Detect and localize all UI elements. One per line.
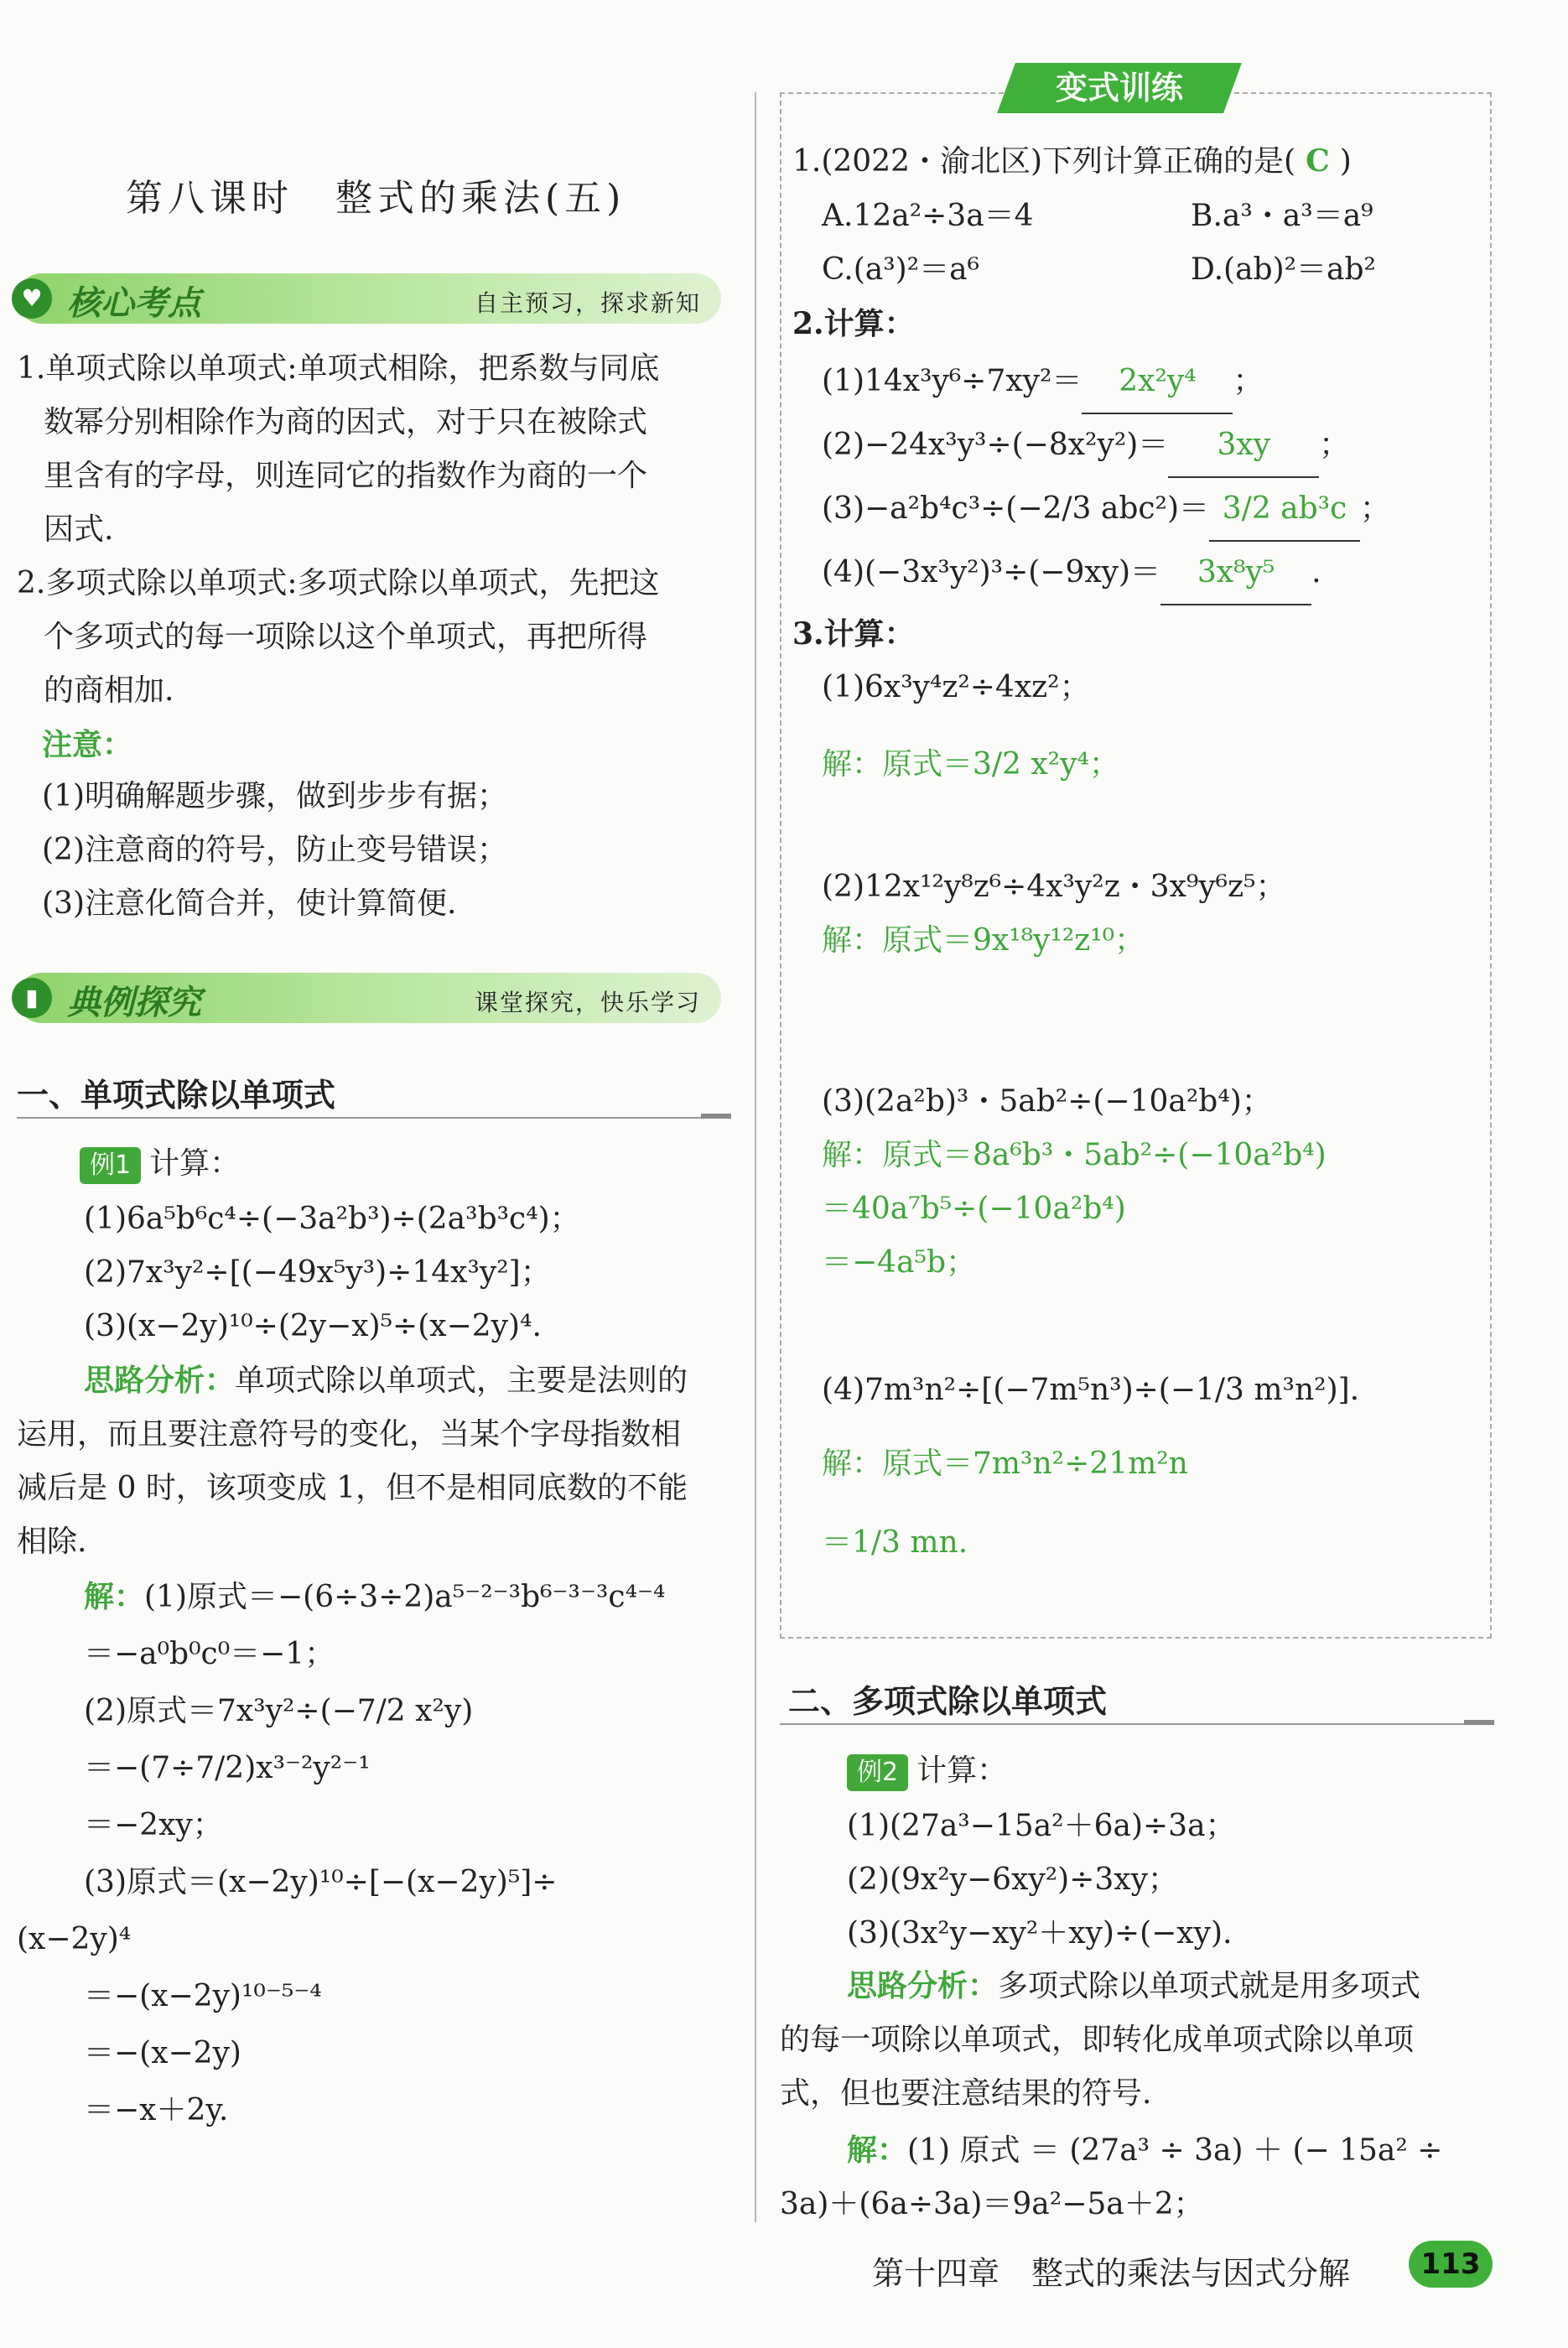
practice-heading: 变式训练	[1055, 70, 1183, 106]
examples-subheading: 课堂探究，快乐学习	[474, 989, 701, 1016]
example-2-analysis: 思路分析：多项式除以单项式就是用多项式 的每一项除以单项式，即转化成单项式除以单项 式，但也要注意结果的符号.	[780, 1968, 1421, 2111]
section-1-bar	[701, 1114, 731, 1119]
chart-icon: ▮	[12, 978, 52, 1018]
note-heading: 注意：	[42, 727, 133, 762]
practice-q2: 2.计算：	[792, 306, 915, 341]
example-1-solution: 解：(1)原式＝−(6÷3÷2)a⁵⁻²⁻³b⁶⁻³⁻³c⁴⁻⁴ ＝−a⁰b⁰c⁰＝−1； (2)原式＝7x³y²÷(−7/2 x²y) ＝−(7÷7/2)x³⁻²y²⁻¹ ＝−2xy； (3)原式＝(x−2y)¹⁰÷[−(x−2y)⁵]÷ (x−2y)⁴ ＝−(x−2y)¹⁰⁻⁵⁻⁴ ＝−(x−2y) ＝−x＋2y.	[17, 1579, 666, 2127]
examples-heading: 典例探究	[67, 984, 201, 1022]
q3-2: (2)12x¹²y⁸z⁶÷4x³y²z・3x⁹y⁶z⁵；	[822, 870, 1286, 904]
section-2-bar	[1464, 1720, 1494, 1725]
q2-1-answer: 2x²y⁴	[1082, 351, 1233, 414]
section-2-rule	[780, 1723, 1493, 1725]
column-divider	[755, 92, 756, 2222]
example-2-badge: 例2	[847, 1754, 908, 1791]
section-1-rule	[17, 1117, 729, 1119]
q3-3: (3)(2a²b)³・5ab²÷(−10a²b⁴)；	[822, 1084, 1272, 1119]
examples-banner	[17, 973, 721, 1023]
example-1-analysis: 思路分析：单项式除以单项式，主要是法则的 运用，而且要注意符号的变化，当某个字母指数相 减后是 0 时，该项变成 1，但不是相同底数的不能 相除.	[17, 1363, 688, 1559]
core-heading: 核心考点	[67, 284, 201, 323]
practice-q3: 3.计算：	[792, 616, 915, 652]
q3-4: (4)7m³n²÷[(−7m⁵n³)÷(−1/3 m³n²)].	[822, 1373, 1360, 1407]
lesson-title: 第八课时 整式的乘法(五)	[126, 177, 626, 220]
example-2-questions: (1)(27a³−15a²＋6a)÷3a； (2)(9x²y−6xy²)÷3xy； (3)(3x²y−xy²＋xy)÷(−xy).	[847, 1809, 1236, 1951]
core-point-2: 2.多项式除以单项式:多项式除以单项式，先把这 个多项式的每一项除以这个单项式，再把所得 的商相加.	[17, 566, 660, 708]
q2-4-answer: 3x⁸y⁵	[1160, 542, 1311, 605]
q3-3-solution: 解：原式＝8a⁶b³・5ab²÷(−10a²b⁴) ＝40a⁷b⁵÷(−10a²b⁴) ＝−4a⁵b；	[822, 1138, 1327, 1280]
example-2-solution: 解：(1) 原式 ＝ (27a³ ÷ 3a) ＋ (− 15a² ÷ 3a)＋(6a÷3a)＝9a²−5a＋2；	[780, 2132, 1443, 2221]
note-list: (1)明确解题步骤，做到步步有据； (2)注意商的符号，防止变号错误； (3)注意化简合并，使计算简便.	[42, 779, 507, 921]
q3-4-solution: 解：原式＝7m³n²÷21m²n ＝1/3 mn.	[822, 1447, 1188, 1560]
practice-q1-options: A.12a²÷3a＝4 B.a³・a³＝a⁹ C.(a³)²＝a⁶ D.(ab)²＝ab²	[822, 199, 1376, 287]
section-1-heading: 一、单项式除以单项式	[17, 1077, 336, 1114]
q3-1: (1)6x³y⁴z²÷4xz²；	[822, 670, 1090, 704]
q3-2-solution: 解：原式＝9x¹⁸y¹²z¹⁰；	[822, 923, 1145, 958]
example-1-header: 例1 计算：	[80, 1137, 240, 1191]
page-number: 113	[1409, 2241, 1493, 2288]
section-2-heading: 二、多项式除以单项式	[788, 1683, 1108, 1720]
example-2-header: 例2 计算：	[847, 1744, 1007, 1798]
practice-q2-items: (1)14x³y⁶÷7xy²＝ 2x²y⁴ ； (2)−24x³y³÷(−8x²y²)＝ 3xy ； (3)−a²b⁴c³÷(−2/3 abc²)＝ 3/2 ab³c ； (4)(−3x³y²)³÷(−9xy)＝ 3x⁸y⁵ .	[822, 351, 1493, 605]
core-point-1: 1.单项式除以单项式:单项式相除，把系数与同底 数幂分别相除作为商的因式，对于只在被除式 里含有的字母，则连同它的指数作为商的一个 因式.	[17, 351, 660, 547]
example-1-questions: (1)6a⁵b⁶c⁴÷(−3a²b³)÷(2a³b³c⁴)； (2)7x³y²÷[(−49x⁵y³)÷14x³y²]； (3)(x−2y)¹⁰÷(2y−x)⁵÷(x−2y)⁴.	[84, 1202, 580, 1343]
example-1-badge: 例1	[80, 1147, 141, 1184]
core-subheading: 自主预习，探求新知	[474, 289, 701, 317]
q1-answer: C	[1306, 143, 1330, 179]
heart-icon: ♥	[12, 278, 52, 319]
core-banner	[17, 273, 721, 324]
q2-3-answer: 3/2 ab³c	[1209, 478, 1360, 542]
q2-2-answer: 3xy	[1168, 414, 1319, 478]
q3-1-solution: 解：原式＝3/2 x²y⁴；	[822, 747, 1119, 782]
practice-q1: 1.(2022・渝北区)下列计算正确的是( C )	[792, 143, 1352, 179]
chapter-footer: 第十四章 整式的乘法与因式分解	[872, 2255, 1351, 2292]
